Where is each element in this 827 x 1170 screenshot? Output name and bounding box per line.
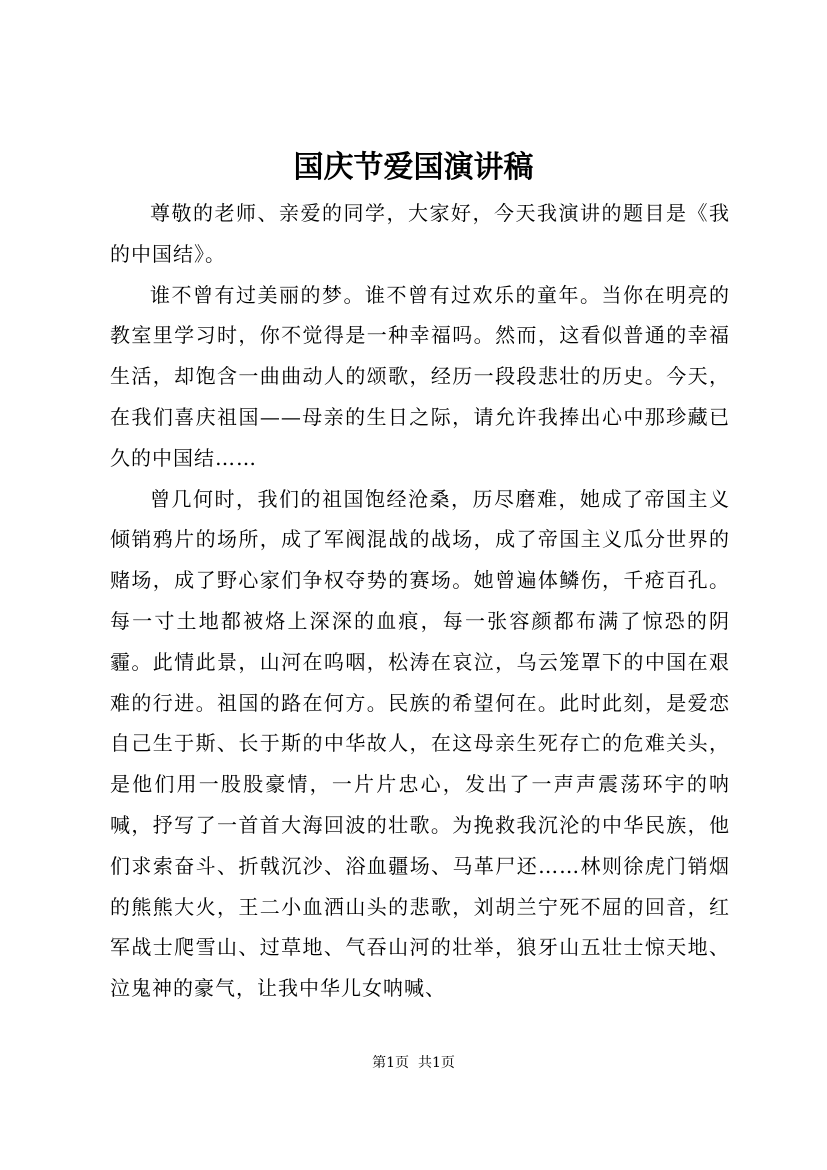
paragraph-greeting: 尊敬的老师、亲爱的同学，大家好，今天我演讲的题目是《我的中国结》。 [110, 201, 730, 266]
page-number: 第1页 共1页 [372, 1055, 455, 1071]
paragraph-history: 曾几何时，我们的祖国饱经沧桑，历尽磨难，她成了帝国主义倾销鸦片的场所，成了军阀混战的战场，成了帝国主义瓜分世界的赌场，成了野心家们争权夺势的赛场。她曾遍体鳞伤，千疮百孔。每一寸土地都被烙上深深的血痕，每一张容颜都布满了惊恐的阴霾。此情此景，山河在呜咽，松涛在哀泣，乌云笼罩下的中国在艰难的行进。祖国的路在何方。民族的希望何在。此时此刻，是爱恋自己生于斯、长于斯的中华故人，在这母亲生死存亡的危难关头，是他们用一股股豪情，一片片忠心，发出了一声声震荡环宇的呐喊，抒写了一首首大海回波的壮歌。为挽救我沉沦的中华民族，他们求索奋斗、折戟沉沙、浴血疆场、马革尸还……林则徐虎门销烟的熊熊大火，王二小血洒山头的悲歌，刘胡兰宁死不屈的回音，红军战士爬雪山、过草地、气吞山河的壮举，狼牙山五壮士惊天地、泣鬼神的豪气，让我中华儿女呐喊、 [110, 486, 730, 1001]
document-title: 国庆节爱国演讲稿 [293, 150, 534, 185]
document-body [110, 193, 730, 1009]
page-footer [0, 1053, 827, 1073]
paragraph-dream: 谁不曾有过美丽的梦。谁不曾有过欢乐的童年。当你在明亮的教室里学习时，你不觉得是一种幸福吗。然而，这看似普通的幸福生活，却饱含一曲曲动人的颂歌，经历一段段悲壮的历史。今天，在我们喜庆祖国——母亲的生日之际，请允许我捧出心中那珍藏已久的中国结…… [110, 282, 730, 470]
